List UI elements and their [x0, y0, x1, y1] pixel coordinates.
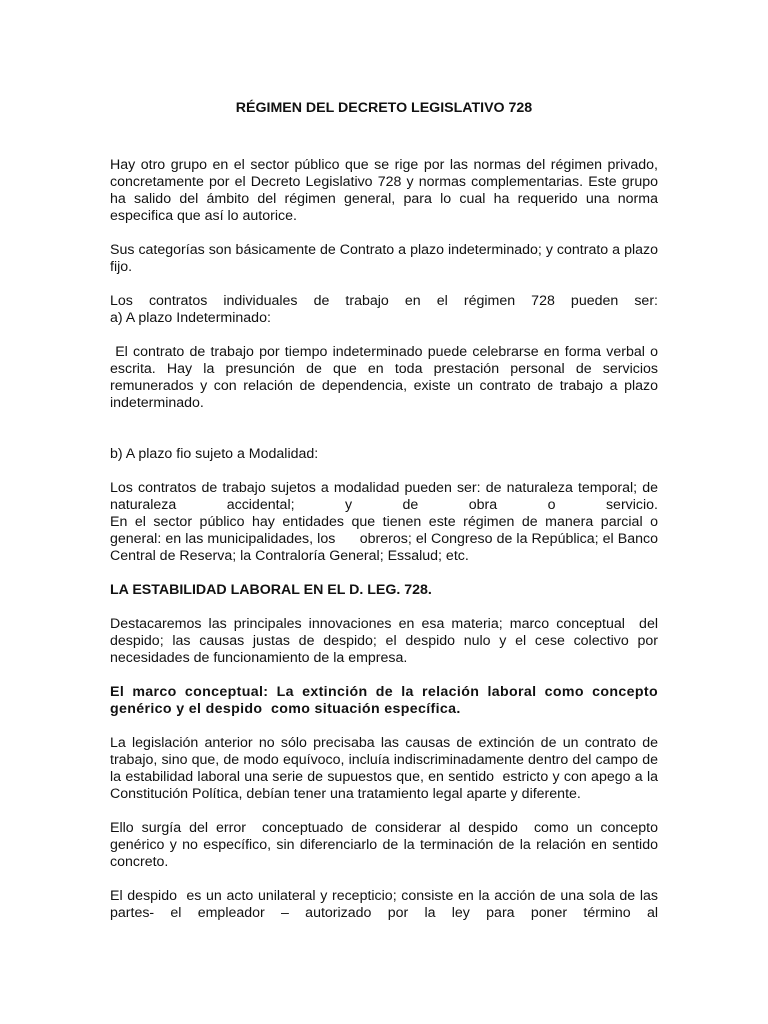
paragraph-intro: Hay otro grupo en el sector público que se rige por las normas del régimen privado, concretamente por el Decreto Legislativo 728 y normas complementarias. Este grupo ha salido del ámbito del régimen general, para lo cual ha requerido una norma especifica que así lo autorice. — [110, 157, 658, 224]
paragraph-dismissal — [110, 888, 662, 922]
section-heading: LA ESTABILIDAD LABORAL EN EL D. LEG. 728. — [110, 582, 432, 598]
paragraph-indeterminate: El contrato de trabajo por tiempo indeterminado puede celebrarse en forma verbal o escrita. Hay la presunción de que en toda prestación personal de servicios remunerados y con relación de dependencia, existe un contrato de trabajo a plazo indeterminado. — [110, 344, 662, 411]
document-title: RÉGIMEN DEL DECRETO LEGISLATIVO 728 — [235, 100, 533, 116]
subheading-conceptual-framework: El marco conceptual: La extinción de la relación laboral como concepto genérico y el despido como situación específica. — [110, 684, 663, 717]
dismissal-text: El despido es un acto unilateral y recepticio; consiste en la acción de una sola de las partes- el empleador – autorizado por la ley para poner término al — [110, 888, 662, 921]
contract-types-line: Los contratos individuales de trabajo en el régimen 728 pueden ser: — [110, 293, 658, 309]
subtype-indeterminate-label: a) A plazo Indeterminado: — [110, 310, 271, 326]
paragraph-categories: Sus categorías son básicamente de Contrato a plazo indeterminado; y contrato a plazo fijo. — [110, 242, 658, 275]
public-sector-text: En el sector público hay entidades que tienen este régimen de manera parcial o general: en las municipalidades, los obreros; el Congreso de la República; el Banco Central de Reserva; la Contraloría General; Essalud; etc. — [110, 514, 662, 564]
paragraph-modalities — [110, 480, 662, 565]
subtype-fixed-label: b) A plazo fio sujeto a Modalidad: — [110, 446, 319, 462]
document-page — [110, 100, 663, 939]
paragraph-innovations: Destacaremos las principales innovaciones en esa materia; marco conceptual del despido; las causas justas de despido; el despido nulo y el cese colectivo por necesidades de funcionamiento de la empresa. — [110, 616, 662, 666]
paragraph-previous-legislation: La legislación anterior no sólo precisaba las causas de extinción de un contrato de trabajo, sino que, de modo equívoco, incluía indiscriminadamente dentro del campo de la estabilidad laboral una serie de supuestos que, en sentido estricto y con apego a la Constitución Política, debían tener una tratamiento legal aparte y diferente. — [110, 735, 662, 802]
paragraph-error: Ello surgía del error conceptuado de considerar al despido como un concepto genérico y no específico, sin diferenciarlo de la terminación de la relación en sentido concreto. — [110, 820, 662, 870]
modalities-text: Los contratos de trabajo sujetos a modalidad pueden ser: de naturaleza temporal; de naturaleza accidental; y de obra o servicio. — [110, 480, 658, 513]
paragraph-contract-types — [110, 293, 658, 327]
